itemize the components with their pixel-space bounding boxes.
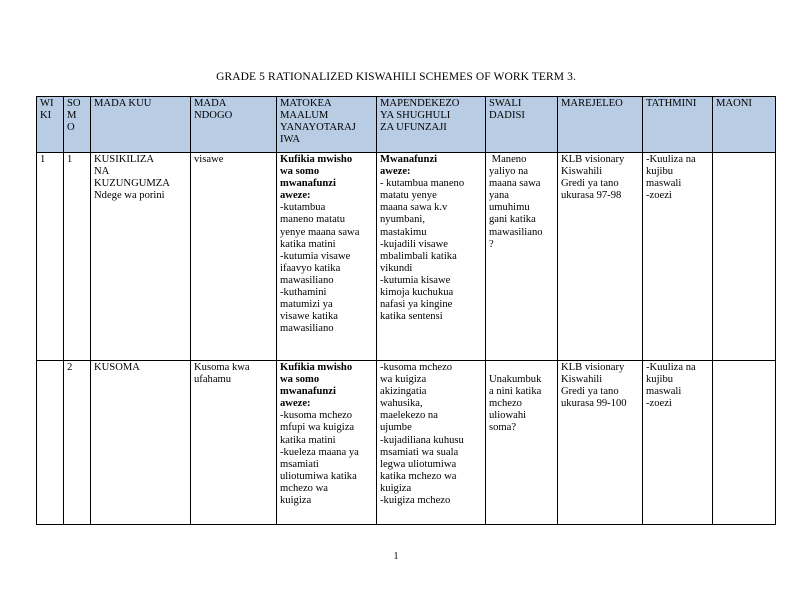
cell-tathmini: -Kuuliza na kujibu maswali -zoezi <box>643 361 713 525</box>
header-somo: SO M O <box>64 97 91 153</box>
cell-matokea: Kufikia mwisho wa somo mwanafunzi aweze: -kusoma mchezo mfupi wa kuigiza katika matini -kueleza maana ya msamiati uliotumiwa katika mchezo wa kuigiza <box>277 361 377 525</box>
header-matokea: MATOKEA MAALUM YANAYOTARAJ IWA <box>277 97 377 153</box>
cell-marejeleo: KLB visionary Kiswahili Gredi ya tano ukurasa 99-100 <box>558 361 643 525</box>
table-row <box>37 361 776 525</box>
cell-matokea: Kufikia mwisho wa somo mwanafunzi aweze: -kutambua maneno matatu yenye maana sawa katika matini -kutumia visawe ifaavyo katika mawasiliano -kuthamini matumizi ya visawe katika mawasiliano <box>277 153 377 361</box>
header-mapendekezo: MAPENDEKEZO YA SHUGHULI ZA UFUNZAJI <box>377 97 486 153</box>
cell-wiki <box>37 361 64 525</box>
page-number: 1 <box>393 551 399 562</box>
header-wiki: WI KI <box>37 97 64 153</box>
cell-mada-kuu: KUSIKILIZA NA KUZUNGUMZA Ndege wa porini <box>91 153 191 361</box>
cell-marejeleo: KLB visionary Kiswahili Gredi ya tano ukurasa 97-98 <box>558 153 643 361</box>
header-mada-ndogo: MADA NDOGO <box>191 97 277 153</box>
cell-maoni <box>713 361 776 525</box>
cell-mapendekezo: -kusoma mchezo wa kuigiza akizingatia wahusika, maelekezo na ujumbe -kujadiliana kuhusu msamiati wa suala legwa uliotumiwa katika mchezo wa kuigiza -kuigiza mchezo <box>377 361 486 525</box>
header-row <box>37 97 776 153</box>
header-swali-dadisi: SWALI DADISI <box>486 97 558 153</box>
schemes-table <box>36 96 776 525</box>
cell-tathmini: -Kuuliza na kujibu maswali -zoezi <box>643 153 713 361</box>
cell-wiki: 1 <box>37 153 64 361</box>
cell-maoni <box>713 153 776 361</box>
cell-mada-ndogo: visawe <box>191 153 277 361</box>
cell-mapendekezo: Mwanafunzi aweze: - kutambua maneno matatu yenye maana sawa k.v nyumbani, mastakimu -kujadili visawe mbalimbali katika vikundi -kutumia kisawe kimoja kuchukua nafasi ya kingine katika sentensi <box>377 153 486 361</box>
document-title: GRADE 5 RATIONALIZED KISWAHILI SCHEMES OF WORK TERM 3. <box>216 71 576 83</box>
cell-somo: 2 <box>64 361 91 525</box>
header-mada-kuu: MADA KUU <box>91 97 191 153</box>
header-marejeleo: MAREJELEO <box>558 97 643 153</box>
cell-mada-ndogo: Kusoma kwa ufahamu <box>191 361 277 525</box>
header-tathmini: TATHMINI <box>643 97 713 153</box>
cell-swali-dadisi: Unakumbuk a nini katika mchezo uliowahi soma? <box>486 361 558 525</box>
table-row <box>37 153 776 361</box>
header-maoni: MAONI <box>713 97 776 153</box>
cell-swali-dadisi: Maneno yaliyo na maana sawa yana umuhimu gani katika mawasiliano ? <box>486 153 558 361</box>
cell-mada-kuu: KUSOMA <box>91 361 191 525</box>
cell-somo: 1 <box>64 153 91 361</box>
